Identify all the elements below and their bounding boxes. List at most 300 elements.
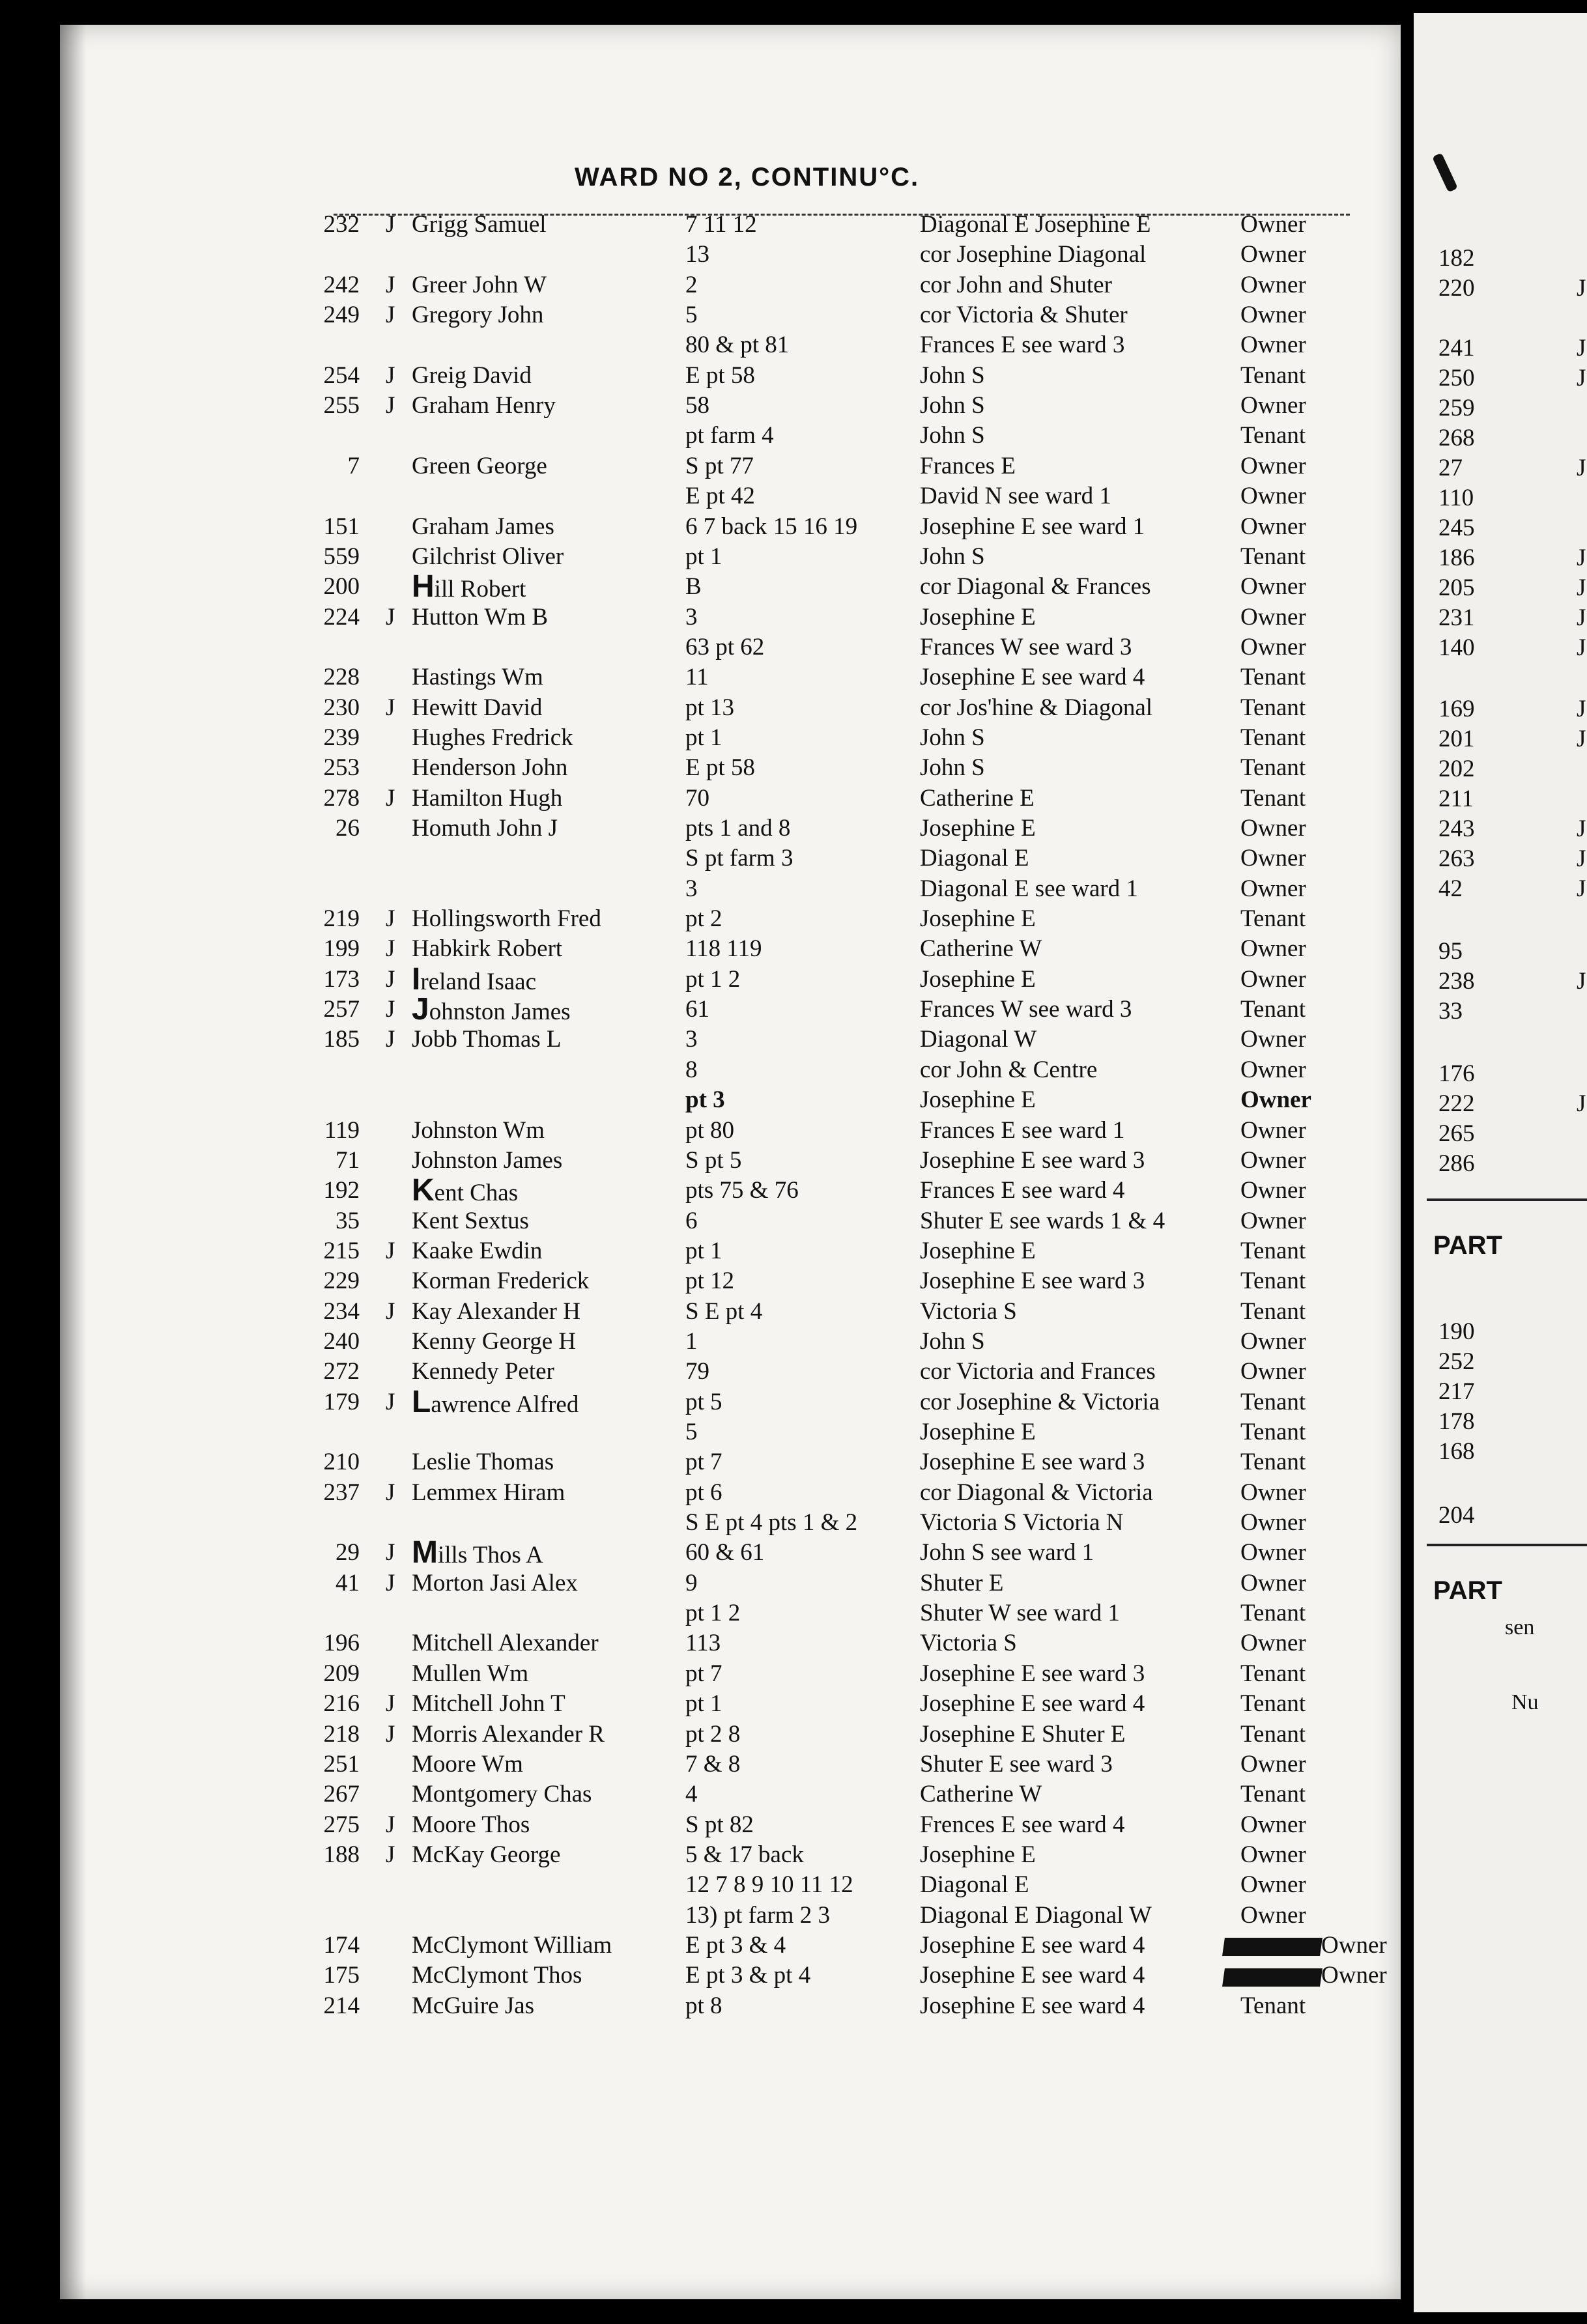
street-location: Diagonal E xyxy=(920,1871,1029,1899)
name-text: Jobb Thomas L xyxy=(412,1026,562,1053)
street-location: John S xyxy=(920,543,985,570)
lot-description: S pt farm 3 xyxy=(685,845,794,872)
name-text: Lemmex Hiram xyxy=(412,1479,565,1506)
name-text: Greer John W xyxy=(412,271,547,298)
street-location: Josephine E Shuter E xyxy=(920,1720,1126,1748)
lot-description: pt 1 xyxy=(685,1237,722,1264)
row-number: 240 xyxy=(323,1327,360,1355)
status-cell xyxy=(1220,1961,1387,1991)
adjacent-juror-flag: J xyxy=(1577,696,1586,722)
status-cell xyxy=(1240,1116,1306,1146)
table-row xyxy=(60,1116,1461,1146)
table-row xyxy=(60,1447,1461,1477)
adjacent-row-number: 42 xyxy=(1438,875,1463,902)
name-text: Kay Alexander H xyxy=(412,1297,580,1325)
lot-description: S pt 82 xyxy=(685,1811,754,1838)
owner-name xyxy=(412,300,543,330)
owner-name xyxy=(412,1266,589,1296)
ledger-page xyxy=(60,25,1401,2299)
status-cell xyxy=(1240,1417,1306,1447)
status-cell xyxy=(1240,451,1306,481)
lot-description: pts 75 & 76 xyxy=(685,1177,799,1204)
table-row xyxy=(60,814,1461,843)
table-row xyxy=(60,1478,1461,1508)
street-location: Catherine E xyxy=(920,784,1035,812)
name-text: Leslie Thomas xyxy=(412,1449,554,1476)
owner-name xyxy=(412,934,562,964)
tenure-status: Owner xyxy=(1240,513,1306,540)
adjacent-juror-flag: J xyxy=(1577,1090,1586,1117)
row-number: 257 xyxy=(323,996,360,1023)
name-text: Greig David xyxy=(412,361,532,389)
name-text: Hastings Wm xyxy=(412,664,543,691)
tenure-status: Owner xyxy=(1240,965,1306,993)
status-cell xyxy=(1240,1447,1306,1477)
status-cell xyxy=(1240,1750,1306,1779)
owner-name xyxy=(412,1961,582,1991)
lot-description: 58 xyxy=(685,392,709,419)
name-text: Mitchell Alexander xyxy=(412,1630,599,1657)
street-location: Diagonal E Diagonal W xyxy=(920,1901,1152,1929)
owner-name xyxy=(412,1206,529,1236)
row-number: 41 xyxy=(336,1569,360,1596)
owner-name xyxy=(412,569,526,604)
owner-name xyxy=(412,542,564,572)
status-cell xyxy=(1240,1779,1306,1809)
adjacent-rule xyxy=(1427,1198,1587,1201)
lot-description: 63 pt 62 xyxy=(685,633,765,660)
street-location: Josephine E see ward 4 xyxy=(920,1992,1145,2019)
street-location: Frences E see ward 4 xyxy=(920,1811,1125,1838)
table-row xyxy=(60,1206,1461,1236)
ink-blot xyxy=(1222,1968,1322,1987)
lot-description: 5 xyxy=(685,302,698,329)
table-row xyxy=(60,784,1461,814)
street-location: Victoria S xyxy=(920,1630,1017,1657)
owner-name xyxy=(412,1720,605,1750)
lot-description: 12 7 8 9 10 11 12 xyxy=(685,1871,853,1899)
street-location: John S xyxy=(920,361,985,389)
lot-description: 7 11 12 xyxy=(685,211,757,238)
name-initial: I xyxy=(412,961,421,997)
adjacent-row-number: 265 xyxy=(1438,1120,1475,1147)
row-number: 71 xyxy=(336,1146,360,1174)
table-row xyxy=(60,1901,1461,1931)
adjacent-row-number: 238 xyxy=(1438,968,1475,995)
tenure-status: Tenant xyxy=(1240,1781,1306,1808)
table-row xyxy=(60,1327,1461,1357)
tenure-status: Owner xyxy=(1240,1146,1306,1174)
lot-description: B xyxy=(685,573,702,601)
row-number: 237 xyxy=(323,1479,360,1506)
street-location: Josephine E see ward 3 xyxy=(920,1660,1145,1687)
status-cell xyxy=(1240,995,1306,1025)
street-location: Frances E see ward 1 xyxy=(920,1116,1125,1144)
lot-description: S E pt 4 pts 1 & 2 xyxy=(685,1509,858,1537)
name-text: Hewitt David xyxy=(412,694,543,721)
owner-name xyxy=(412,961,537,997)
tenure-status: Owner xyxy=(1240,1750,1306,1778)
tenure-status: Owner xyxy=(1240,1116,1306,1144)
table-row xyxy=(60,1628,1461,1658)
tenure-status: Tenant xyxy=(1240,784,1306,812)
tenure-status: Tenant xyxy=(1240,996,1306,1023)
adjacent-juror-flag: J xyxy=(1577,634,1586,661)
table-row xyxy=(60,961,1461,997)
street-location: cor Victoria & Shuter xyxy=(920,302,1128,329)
street-location: Josephine E xyxy=(920,1086,1036,1114)
row-number: 179 xyxy=(323,1388,360,1415)
owner-name xyxy=(412,784,562,814)
name-initial: J xyxy=(412,992,429,1027)
owner-name xyxy=(412,992,571,1027)
row-number: 119 xyxy=(324,1116,360,1144)
lot-description: 3 xyxy=(685,875,698,902)
street-location: Josephine E see ward 1 xyxy=(920,513,1145,540)
name-text: Johnston James xyxy=(412,1146,563,1174)
street-location: John S see ward 1 xyxy=(920,1539,1094,1566)
owner-name xyxy=(412,753,567,783)
status-cell xyxy=(1240,361,1306,391)
tenure-status: Owner xyxy=(1240,1358,1306,1385)
adjacent-row-number: 217 xyxy=(1438,1378,1475,1405)
table-row xyxy=(60,1931,1461,1961)
status-cell xyxy=(1240,421,1306,451)
status-cell xyxy=(1240,1478,1306,1508)
lot-description: 9 xyxy=(685,1569,698,1596)
street-location: cor John & Centre xyxy=(920,1056,1098,1083)
tenure-status: Owner xyxy=(1240,1871,1306,1899)
juror-flag: J xyxy=(386,1811,395,1838)
row-number: 253 xyxy=(323,754,360,782)
juror-flag: J xyxy=(386,996,395,1023)
row-number: 242 xyxy=(323,271,360,298)
tenure-status: Owner xyxy=(1321,1931,1387,1959)
tenure-status: Owner xyxy=(1240,1569,1306,1596)
tenure-status: Owner xyxy=(1240,1026,1306,1053)
lot-description: 5 xyxy=(685,1419,698,1445)
tenure-status: Owner xyxy=(1240,845,1306,872)
lot-description: pt 1 2 xyxy=(685,1600,741,1627)
table-row xyxy=(60,1870,1461,1900)
table-row xyxy=(60,361,1461,391)
owner-name xyxy=(412,1991,534,2021)
name-initial: M xyxy=(412,1535,438,1570)
adjacent-row-number: 268 xyxy=(1438,425,1475,451)
street-location: Frances E see ward 4 xyxy=(920,1177,1125,1204)
street-location: cor Josephine Diagonal xyxy=(920,241,1147,268)
status-cell xyxy=(1240,572,1306,602)
table-row xyxy=(60,602,1461,632)
juror-flag: J xyxy=(386,1237,395,1264)
name-text: McKay George xyxy=(412,1841,561,1868)
name-text: ill Robert xyxy=(434,576,526,603)
status-cell xyxy=(1240,1689,1306,1719)
lot-description: pt 2 8 xyxy=(685,1720,741,1748)
owner-name xyxy=(412,1236,542,1266)
juror-flag: J xyxy=(386,1388,395,1415)
row-number: 232 xyxy=(323,211,360,238)
tenure-status: Owner xyxy=(1240,1630,1306,1657)
lot-description: E pt 58 xyxy=(685,754,755,782)
tenure-status: Owner xyxy=(1240,573,1306,601)
name-text: Mitchell John T xyxy=(412,1690,565,1718)
owner-name xyxy=(412,1659,528,1689)
row-number: 173 xyxy=(323,965,360,993)
table-row xyxy=(60,1173,1461,1208)
table-row xyxy=(60,843,1461,873)
tenure-status: Tenant xyxy=(1240,905,1306,933)
tenure-status: Owner xyxy=(1240,603,1306,631)
status-cell xyxy=(1220,1931,1387,1961)
adjacent-juror-flag: J xyxy=(1577,815,1586,842)
status-cell xyxy=(1240,1810,1306,1840)
name-text: Hamilton Hugh xyxy=(412,784,563,812)
table-row xyxy=(60,1991,1461,2021)
status-cell xyxy=(1240,1357,1306,1387)
row-number: 185 xyxy=(323,1026,360,1053)
adjacent-row-number: 243 xyxy=(1438,815,1475,842)
table-row xyxy=(60,421,1461,451)
name-text: awrence Alfred xyxy=(431,1391,579,1418)
adjacent-row-number: 201 xyxy=(1438,726,1475,752)
owner-name xyxy=(412,1779,592,1809)
table-row xyxy=(60,1417,1461,1447)
name-text: Henderson John xyxy=(412,754,568,782)
street-location: Josephine E xyxy=(920,965,1036,993)
row-number: 196 xyxy=(323,1630,360,1657)
adjacent-part-heading-2: PART xyxy=(1433,1576,1502,1605)
table-row xyxy=(60,1961,1461,1991)
name-text: Hughes Fredrick xyxy=(412,724,573,751)
owner-name xyxy=(412,1025,562,1055)
row-number: 26 xyxy=(336,815,360,842)
status-cell xyxy=(1240,1628,1306,1658)
status-cell xyxy=(1240,300,1306,330)
row-number: 214 xyxy=(323,1992,360,2019)
adjacent-row-number: 140 xyxy=(1438,634,1475,661)
tenure-status: Tenant xyxy=(1240,1297,1306,1325)
row-number: 210 xyxy=(323,1449,360,1476)
lot-description: 13 xyxy=(685,241,709,268)
adjacent-juror-flag: J xyxy=(1577,365,1586,391)
juror-flag: J xyxy=(386,1720,395,1748)
tenure-status: Owner xyxy=(1321,1962,1387,1989)
row-number: 7 xyxy=(347,452,360,479)
lot-description: E pt 3 & 4 xyxy=(685,1931,786,1959)
owner-name xyxy=(412,602,548,632)
lot-description: pt 7 xyxy=(685,1660,722,1687)
row-number: 29 xyxy=(336,1539,360,1566)
status-cell xyxy=(1240,723,1306,753)
tenure-status: Owner xyxy=(1240,1841,1306,1868)
row-number: 239 xyxy=(323,724,360,751)
street-location: Shuter W see ward 1 xyxy=(920,1600,1120,1627)
name-text: ohnston James xyxy=(429,999,571,1026)
adjacent-row-number: 245 xyxy=(1438,515,1475,541)
owner-name xyxy=(412,662,543,692)
tenure-status: Tenant xyxy=(1240,1690,1306,1718)
status-cell xyxy=(1240,1055,1306,1085)
adjacent-part-heading: PART xyxy=(1433,1231,1502,1260)
lot-description: 7 & 8 xyxy=(685,1750,741,1778)
tenure-status: Tenant xyxy=(1240,543,1306,570)
juror-flag: J xyxy=(386,905,395,933)
adjacent-nu-text: Nu xyxy=(1511,1690,1539,1714)
name-text: Moore Thos xyxy=(412,1811,530,1838)
name-text: Graham Henry xyxy=(412,392,556,419)
status-cell xyxy=(1240,753,1306,783)
adjacent-juror-flag: J xyxy=(1577,875,1586,902)
table-row xyxy=(60,1055,1461,1085)
table-row xyxy=(60,1810,1461,1840)
name-text: Morris Alexander R xyxy=(412,1720,605,1748)
row-number: 278 xyxy=(323,784,360,812)
adjacent-row-number: 231 xyxy=(1438,604,1475,631)
status-cell xyxy=(1240,1508,1306,1538)
status-cell xyxy=(1240,1991,1306,2021)
adjacent-row-number: 252 xyxy=(1438,1348,1475,1375)
adjacent-row-number: 220 xyxy=(1438,275,1475,302)
owner-name xyxy=(412,1840,560,1870)
adjacent-row-number: 190 xyxy=(1438,1318,1475,1345)
street-location: Josephine E xyxy=(920,1237,1036,1264)
table-row xyxy=(60,1750,1461,1779)
lot-description: pt 1 xyxy=(685,543,722,570)
tenure-status: Owner xyxy=(1240,1479,1306,1506)
adjacent-juror-flag: J xyxy=(1577,574,1586,601)
adjacent-row-number: 169 xyxy=(1438,696,1475,722)
owner-name xyxy=(412,1478,565,1508)
table-row xyxy=(60,330,1461,360)
name-text: Grigg Samuel xyxy=(412,211,547,238)
name-text: Korman Frederick xyxy=(412,1268,590,1295)
name-text: Kaake Ewdin xyxy=(412,1237,543,1264)
adjacent-row-number: 250 xyxy=(1438,365,1475,391)
table-row xyxy=(60,270,1461,300)
street-location: Josephine E see ward 3 xyxy=(920,1146,1145,1174)
street-location: Frances E xyxy=(920,452,1016,479)
street-location: David N see ward 1 xyxy=(920,483,1111,510)
owner-name xyxy=(412,1173,519,1208)
status-cell xyxy=(1240,1840,1306,1870)
lot-description: pt 2 xyxy=(685,905,722,933)
juror-flag: J xyxy=(386,361,395,389)
status-cell xyxy=(1240,210,1306,240)
name-text: Moore Wm xyxy=(412,1750,523,1778)
row-number: 218 xyxy=(323,1720,360,1748)
adjacent-row-number: 202 xyxy=(1438,756,1475,782)
tenure-status: Owner xyxy=(1240,875,1306,902)
table-row xyxy=(60,1535,1461,1570)
adjacent-juror-flag: J xyxy=(1577,335,1586,361)
name-text: McClymont William xyxy=(412,1931,612,1959)
lot-description: 6 7 back 15 16 19 xyxy=(685,513,858,540)
street-location: Diagonal E xyxy=(920,845,1029,872)
street-location: Josephine E xyxy=(920,815,1036,842)
table-row xyxy=(60,1146,1461,1176)
lot-description: 79 xyxy=(685,1358,709,1385)
name-text: Kenny George H xyxy=(412,1327,577,1355)
tenure-status: Tenant xyxy=(1240,1237,1306,1264)
adjacent-row-number: 204 xyxy=(1438,1502,1475,1529)
street-location: Catherine W xyxy=(920,935,1042,963)
table-row xyxy=(60,391,1461,421)
street-location: Josephine E xyxy=(920,1841,1036,1868)
adjacent-juror-flag: J xyxy=(1577,968,1586,995)
street-location: cor Diagonal & Victoria xyxy=(920,1479,1153,1506)
adjacent-row-number: 168 xyxy=(1438,1438,1475,1465)
status-cell xyxy=(1240,693,1306,723)
status-cell xyxy=(1240,1538,1306,1568)
street-location: Frances W see ward 3 xyxy=(920,996,1132,1023)
name-text: Hutton Wm B xyxy=(412,603,548,631)
juror-flag: J xyxy=(386,1539,395,1566)
lot-description: E pt 42 xyxy=(685,483,755,510)
owner-name xyxy=(412,814,558,843)
tenure-status: Owner xyxy=(1240,271,1306,298)
name-text: Kent Sextus xyxy=(412,1207,529,1234)
tenure-status: Tenant xyxy=(1240,1388,1306,1415)
row-number: 174 xyxy=(323,1931,360,1959)
name-text: Gilchrist Oliver xyxy=(412,543,564,570)
table-row xyxy=(60,1598,1461,1628)
name-text: Homuth John J xyxy=(412,815,558,842)
owner-name xyxy=(412,391,556,421)
status-cell xyxy=(1240,1025,1306,1055)
table-row xyxy=(60,451,1461,481)
owner-name xyxy=(412,904,601,934)
table-row xyxy=(60,542,1461,572)
lot-description: 80 & pt 81 xyxy=(685,332,790,359)
lot-description: pt 7 xyxy=(685,1449,722,1476)
name-initial: H xyxy=(412,569,435,604)
lot-description: pt 13 xyxy=(685,694,735,721)
table-row xyxy=(60,1297,1461,1327)
street-location: Josephine E see ward 4 xyxy=(920,1931,1145,1959)
adjacent-row-number: 222 xyxy=(1438,1090,1475,1117)
street-location: John S xyxy=(920,392,985,419)
status-cell xyxy=(1240,1085,1311,1115)
juror-flag: J xyxy=(386,935,395,963)
lot-description: S pt 5 xyxy=(685,1146,742,1174)
street-location: cor Diagonal & Frances xyxy=(920,573,1151,601)
owner-name xyxy=(412,1750,523,1779)
street-location: Josephine E xyxy=(920,1419,1036,1445)
owner-name xyxy=(412,1810,530,1840)
table-row xyxy=(60,1236,1461,1266)
name-text: Kennedy Peter xyxy=(412,1358,554,1385)
street-location: Josephine E xyxy=(920,905,1036,933)
adjacent-row-number: 186 xyxy=(1438,545,1475,571)
owner-name xyxy=(412,451,547,481)
status-cell xyxy=(1240,542,1306,572)
tenure-status: Owner xyxy=(1240,241,1306,268)
row-number: 175 xyxy=(323,1962,360,1989)
name-initial: K xyxy=(412,1173,435,1208)
tenure-status: Tenant xyxy=(1240,1600,1306,1627)
lot-description: pt 12 xyxy=(685,1268,735,1295)
row-number: 559 xyxy=(323,543,360,570)
tenure-status: Tenant xyxy=(1240,1419,1306,1445)
street-location: Josephine E see ward 4 xyxy=(920,1690,1145,1718)
table-row xyxy=(60,240,1461,270)
status-cell xyxy=(1240,1176,1306,1206)
status-cell xyxy=(1240,391,1306,421)
adjacent-row-number: 205 xyxy=(1438,574,1475,601)
adjacent-row-number: 110 xyxy=(1438,485,1474,511)
row-number: 249 xyxy=(323,302,360,329)
